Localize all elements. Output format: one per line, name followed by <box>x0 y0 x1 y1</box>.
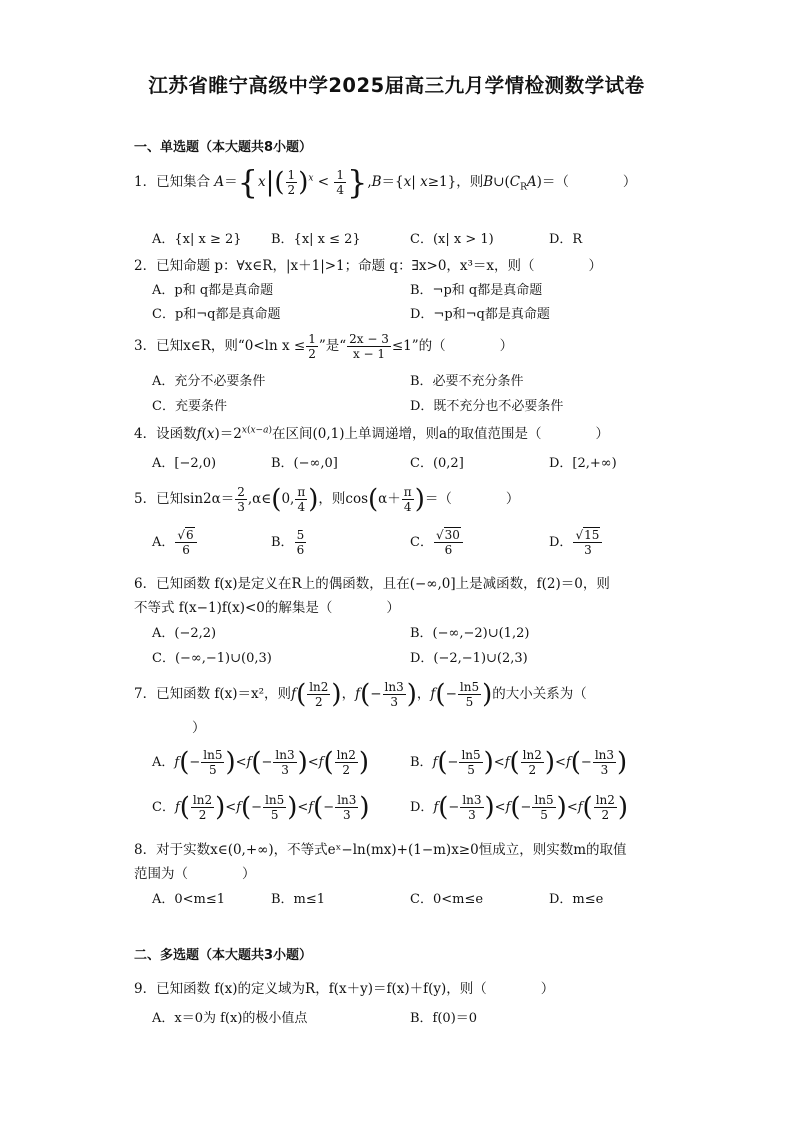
question-7: 7．已知函数 f(x)＝x²，则f( $\frac{\ln 2}{2}$ )，f(− $\frac{\ln 3}{3}$ )，f(− $\frac{\ln 5}{5}$ )的大小关系为（ <box>134 679 587 710</box>
question-8-line2: 范围为（ ） <box>134 866 256 882</box>
q7-option-b[interactable]: B．f(− $\frac{\ln 5}{5}$ )<f( $\frac{\ln 2}{2}$ )<f(− $\frac{\ln 3}{3}$ ) <box>410 747 628 778</box>
q1-option-b[interactable]: B．{x| x ≤ 2} <box>271 232 361 247</box>
section-multiple-choice: 二、多选题（本大题共3小题） <box>134 948 313 963</box>
question-9: 9．已知函数 f(x)的定义域为R，f(x＋y)＝f(x)＋f(y)，则（ ） <box>134 981 555 997</box>
question-2: 2．已知命题 p：∀x∈R，|x＋1|>1；命题 q：∃x>0，x³＝x，则（ ） <box>134 258 603 274</box>
q1-option-a[interactable]: A．{x| x ≥ 2} <box>152 232 242 247</box>
q5-prefix: 5．已知sin2α＝ <box>134 491 235 507</box>
q7-close-paren: ） <box>192 720 206 736</box>
question-1: 1．已知集合 A＝{x|( $\frac{1}{2}$ )$^x$ < $\frac{1}{4}$ },B＝{x| x≥1}，则$B\cup(C_RA)=$（ ） <box>134 163 637 202</box>
q3-mid: ”是“ <box>318 338 347 354</box>
q8-option-a[interactable]: A．0<m≤1 <box>152 892 226 907</box>
q3-option-d[interactable]: D．既不充分也不必要条件 <box>410 399 564 414</box>
q2-option-b[interactable]: B．¬p和 q都是真命题 <box>410 283 543 298</box>
q3-option-b[interactable]: B．必要不充分条件 <box>410 374 524 389</box>
q3-option-a[interactable]: A．充分不必要条件 <box>152 374 266 389</box>
q7-option-a[interactable]: A．f(− $\frac{\ln 5}{5}$ )<f(− $\frac{\ln 3}{3}$ )<f( $\frac{\ln 2}{2}$ ) <box>152 747 369 778</box>
q5-end: ＝（ ） <box>424 491 520 507</box>
q7-end: 的大小关系为（ <box>492 686 587 702</box>
q7-option-d[interactable]: D．f(− $\frac{\ln 3}{3}$ )<f(− $\frac{\ln 5}{5}$ )<f( $\frac{\ln 2}{2}$ ) <box>410 792 629 823</box>
q1-option-d[interactable]: D．R <box>549 232 583 247</box>
q1-option-c[interactable]: C．(x| x > 1) <box>410 232 494 247</box>
q7-prefix: 7．已知函数 f(x)＝x²，则 <box>134 686 292 702</box>
q4-option-d[interactable]: D．[2,+∞) <box>549 456 617 471</box>
q9-option-a[interactable]: A．x＝0为 f(x)的极小值点 <box>152 1011 308 1026</box>
q8-option-d[interactable]: D．m≤e <box>549 892 604 907</box>
q5-mid: ，则cos <box>318 491 369 507</box>
question-8-line1: 8．对于实数x∈(0,+∞)，不等式eˣ−ln(mx)+(1−m)x≥0恒成立，则实数m的取值 <box>134 842 627 858</box>
q4-option-b[interactable]: B．(−∞,0] <box>271 456 338 471</box>
q5-option-a[interactable]: A． $\frac{√6}{6}$ <box>152 528 198 557</box>
q2-option-a[interactable]: A．p和 q都是真命题 <box>152 283 274 298</box>
q2-option-c[interactable]: C．p和¬q都是真命题 <box>152 307 281 322</box>
question-3: 3．已知x∈R，则“0<ln x ≤ $\frac{1}{2}$ ”是“ $\frac{2x - 3}{x - 1}$ ≤1”的（ ） <box>134 332 514 361</box>
q6-option-c[interactable]: C．(−∞,−1)∪(0,3) <box>152 651 272 666</box>
q5-option-d[interactable]: D． $\frac{√15}{3}$ <box>549 528 603 557</box>
q3-option-c[interactable]: C．充要条件 <box>152 399 227 414</box>
q4-prefix: 4．设函数 <box>134 426 197 442</box>
q1-end: ＝（ ） <box>541 174 637 190</box>
q4-text: 在区间(0,1)上单调递增，则a的取值范围是（ ） <box>271 426 610 442</box>
q1-prefix: 1．已知集合 <box>134 174 211 190</box>
q4-option-a[interactable]: A．[−2,0) <box>152 456 217 471</box>
question-4: 4．设函数$f(x)=2^{x(x-a)}$在区间(0,1)上单调递增，则a的取值范围是（ ） <box>134 425 610 442</box>
q8-option-c[interactable]: C．0<m≤e <box>410 892 484 907</box>
question-5: 5．已知sin2α＝ $\frac{2}{3}$ ,α∈(0, $\frac{\pi}{4}$ )，则cos(α＋ $\frac{\pi}{4}$ )＝（ ） <box>134 484 520 515</box>
q9-option-b[interactable]: B．f(0)＝0 <box>410 1011 478 1026</box>
q4-option-c[interactable]: C．(0,2] <box>410 456 464 471</box>
question-6-line2: 不等式 f(x−1)f(x)<0的解集是（ ） <box>134 600 400 616</box>
q1-mid: ，则 <box>456 174 484 190</box>
q2-option-d[interactable]: D．¬p和¬q都是真命题 <box>410 307 550 322</box>
q3-end: ≤1”的（ ） <box>391 338 514 354</box>
q5-option-b[interactable]: B． $\frac{5}{6}$ <box>271 528 305 557</box>
q6-option-b[interactable]: B．(−∞,−2)∪(1,2) <box>410 626 530 641</box>
q5-option-c[interactable]: C． $\frac{√30}{6}$ <box>410 528 464 557</box>
section-single-choice: 一、单选题（本大题共8小题） <box>134 140 313 155</box>
q3-prefix: 3．已知x∈R，则“0<ln x ≤ <box>134 338 306 354</box>
q8-option-b[interactable]: B．m≤1 <box>271 892 326 907</box>
q7-option-c[interactable]: C．f( $\frac{\ln 2}{2}$ )<f(− $\frac{\ln 5}{5}$ )<f(− $\frac{\ln 3}{3}$ ) <box>152 792 370 823</box>
page-title: 江苏省睢宁高级中学2025届高三九月学情检测数学试卷 <box>148 74 645 97</box>
q6-option-a[interactable]: A．(−2,2) <box>152 626 217 641</box>
q6-option-d[interactable]: D．(−2,−1)∪(2,3) <box>410 651 528 666</box>
question-6-line1: 6．已知函数 f(x)是定义在R上的偶函数，且在(−∞,0]上是减函数，f(2)＝0，则 <box>134 576 610 592</box>
